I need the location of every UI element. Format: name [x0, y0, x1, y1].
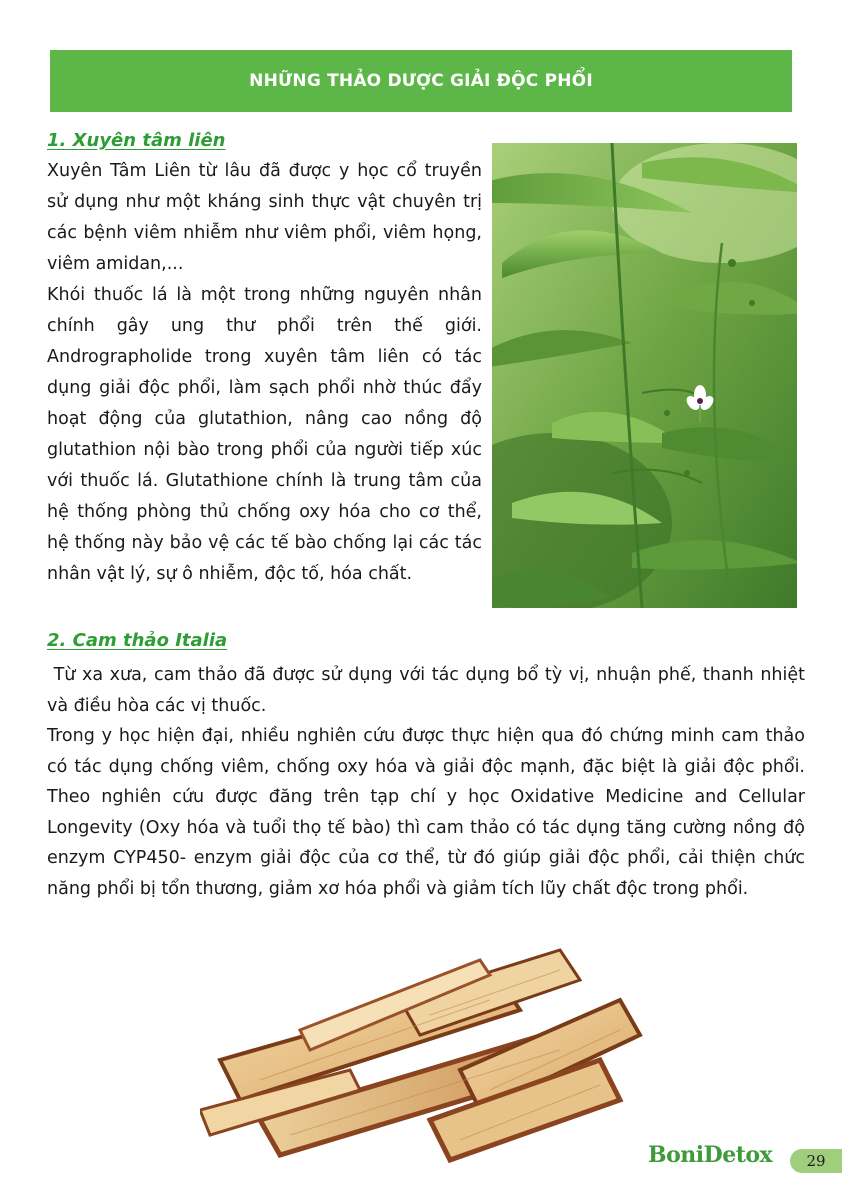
- section-heading-cam-thao-italia: 2. Cam thảo Italia: [47, 630, 228, 651]
- section-body-cam-thao-italia: [47, 660, 811, 904]
- paragraph: Từ xa xưa, cam thảo đã được sử dụng với tác dụng bổ tỳ vị, nhuận phế, thanh nhiệt và điều hòa các vị thuốc.: [47, 665, 811, 716]
- section-body-xuyen-tam-lien: [47, 156, 482, 590]
- page-number: 29: [806, 1152, 826, 1170]
- brand-logo: BoniDetox: [648, 1142, 773, 1168]
- paragraph: Khói thuốc lá là một trong những nguyên nhân chính gây ung thư phổi trên thế giới. Andrographolide trong xuyên tâm liên có tác dụng giải độc phổi, làm sạch phổi nhờ thúc đẩy hoạt động của glutathion, nâng cao nồng độ glutathion nội bào trong phổi của người tiếp xúc với thuốc lá. Glutathione chính là trung tâm của hệ thống phòng thủ chống oxy hóa cho cơ thể, hệ thống này bảo vệ các tế bào chống lại các tác nhân vật lý, sự ô nhiễm, độc tố, hóa chất.: [47, 285, 482, 584]
- page-title: NHỮNG THẢO DƯỢC GIẢI ĐỘC PHỔI: [249, 71, 593, 91]
- paragraph: Trong y học hiện đại, nhiều nghiên cứu được thực hiện qua đó chứng minh cam thảo có tác dụng chống viêm, chống oxy hóa và giải độc mạnh, đặc biệt là giải độc phổi. Theo nghiên cứu được đăng trên tạp chí y học Oxidative Medicine and Cellular Longevity (Oxy hóa và tuổi thọ tế bào) thì cam thảo có tác dụng tăng cường nồng độ enzym CYP450- enzym giải độc của cơ thể, từ đó giúp giải độc phổi, cải thiện chức năng phổi bị tổn thương, giảm xơ hóa phổi và giảm tích lũy chất độc trong phổi.: [47, 726, 805, 899]
- xuyen-tam-lien-plant-photo: [492, 143, 797, 608]
- page-number-badge: [790, 1149, 842, 1173]
- title-banner: [50, 50, 792, 112]
- paragraph: Xuyên Tâm Liên từ lâu đã được y học cổ truyền sử dụng như một kháng sinh thực vật chuyên trị các bệnh viêm nhiễm như viêm phổi, viêm họng, viêm amidan,...: [47, 161, 482, 274]
- licorice-root-slices-photo: [200, 940, 650, 1168]
- section-heading-xuyen-tam-lien: 1. Xuyên tâm liên: [47, 130, 226, 151]
